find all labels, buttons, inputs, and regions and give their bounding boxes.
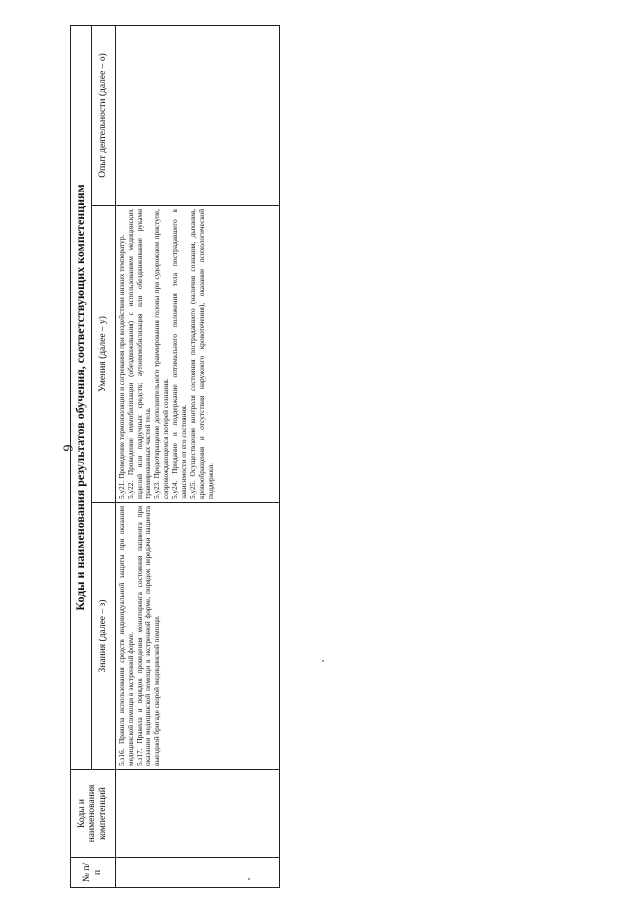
cell-codes xyxy=(115,770,279,858)
cell-knowledge xyxy=(115,503,279,770)
knowledge-item: 5.з16. Правила использования средств индивидуальной защиты при оказании медицинской помощи в экстренной форме. xyxy=(116,506,135,766)
page-number: 9 xyxy=(61,444,77,452)
skill-item: 5.у25. Осуществление контроля состояния пострадавшего (наличия сознания, дыхания, кровообращения и отсутствия наружного кровотечения), оказание психологической поддержки. xyxy=(187,209,215,499)
cell-num xyxy=(115,858,279,888)
header-knowledge: Знания (далее – з) xyxy=(91,503,115,770)
knowledge-item: 5.з17. Правила и порядок проведения мониторинга состояния пациента при оказании медицинской помощи в экстренной форме, порядок передачи пациента выездной бригаде скорой медицинской помощи. xyxy=(134,506,162,766)
header-skills: Умения (далее – у) xyxy=(91,206,115,503)
skill-item: 5.у23. Предотвращение дополнительного травмирования головы при судорожном приступе, сопровождающемся потерей сознания. xyxy=(152,209,171,499)
header-experience: Опыт деятельности (далее – о) xyxy=(91,25,115,205)
header-results-group: Коды и наименования результатов обучения, соответствующих компетенциям xyxy=(71,25,92,769)
cell-experience xyxy=(115,25,279,205)
cell-skills xyxy=(115,206,279,503)
skill-item: 5.у22. Проведение иммобилизации (обездвиживания) с использованием медицинских изделий или подручных средств; аутоиммобилизация или обездвиживание руками травмированных частей тела. xyxy=(125,209,153,499)
skill-item: 5.у21. Проведение термоизоляции и согревания при воздействии низких температур. xyxy=(116,234,126,499)
header-num: № п/п xyxy=(71,858,116,888)
scan-speck xyxy=(248,878,250,880)
header-codes: Коды и наименования компетенций xyxy=(71,770,116,858)
skill-item: 5.у24. Придание и поддержание оптимального положения тела пострадавшего в зависимости от его состояния. xyxy=(170,209,189,499)
scan-speck xyxy=(322,660,324,662)
competency-table xyxy=(70,25,280,888)
rotated-table-container xyxy=(70,26,280,888)
